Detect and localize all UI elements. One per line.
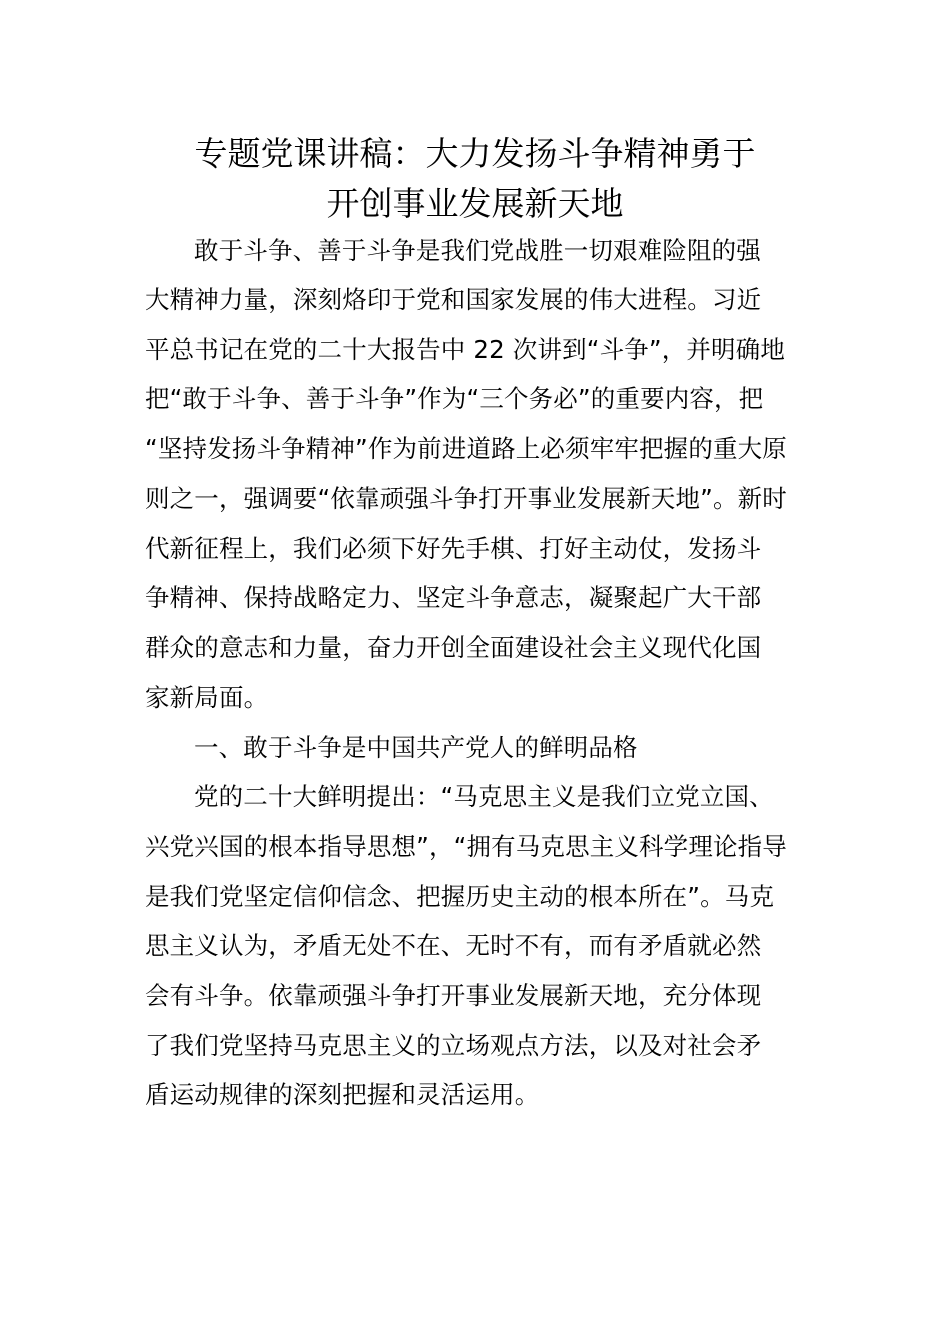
paragraph-1-line-4: 把“敢于斗争、善于斗争”作为“三个务必”的重要内容，把 [145,384,764,413]
paragraph-1-line-1: 敢于斗争、善于斗争是我们党战胜一切艰难险阻的强 [194,236,761,265]
paragraph-2-line-2: 兴党兴国的根本指导思想”，“拥有马克思主义科学理论指导 [145,832,787,861]
section-heading-1: 一、敢于斗争是中国共产党人的鲜明品格 [194,733,638,762]
document-title-line-1: 专题党课讲稿：大力发扬斗争精神勇于 [194,134,756,173]
paragraph-2-line-1: 党的二十大鲜明提出：“马克思主义是我们立党立国、 [194,782,774,811]
paragraph-2-line-4: 思主义认为，矛盾无处不在、无时不有，而有矛盾就必然 [145,931,762,960]
paragraph-1-line-9: 群众的意志和力量，奋力开创全面建设社会主义现代化国 [145,633,762,662]
paragraph-1-line-10: 家新局面。 [145,683,269,712]
paragraph-1-line-6: 则之一，强调要“依靠顽强斗争打开事业发展新天地”。新时 [145,484,787,513]
paragraph-1-line-8: 争精神、保持战略定力、坚定斗争意志，凝聚起广大干部 [145,583,762,612]
paragraph-1-line-5: “坚持发扬斗争精神”作为前进道路上必须牢牢把握的重大原 [145,434,787,463]
paragraph-1-line-7: 代新征程上，我们必须下好先手棋、打好主动仗，发扬斗 [145,534,762,563]
paragraph-2-line-7: 盾运动规律的深刻把握和灵活运用。 [145,1080,540,1109]
paragraph-2-line-5: 会有斗争。依靠顽强斗争打开事业发展新天地，充分体现 [145,981,762,1010]
paragraph-2-line-3: 是我们党坚定信仰信念、把握历史主动的根本所在”。马克 [145,882,775,911]
document-title-line-2: 开创事业发展新天地 [326,184,624,223]
paragraph-2-line-6: 了我们党坚持马克思主义的立场观点方法，以及对社会矛 [145,1031,762,1060]
paragraph-1-line-2: 大精神力量，深刻烙印于党和国家发展的伟大进程。习近 [145,285,762,314]
paragraph-1-line-3: 平总书记在党的二十大报告中 22 次讲到“斗争”，并明确地 [145,335,785,364]
